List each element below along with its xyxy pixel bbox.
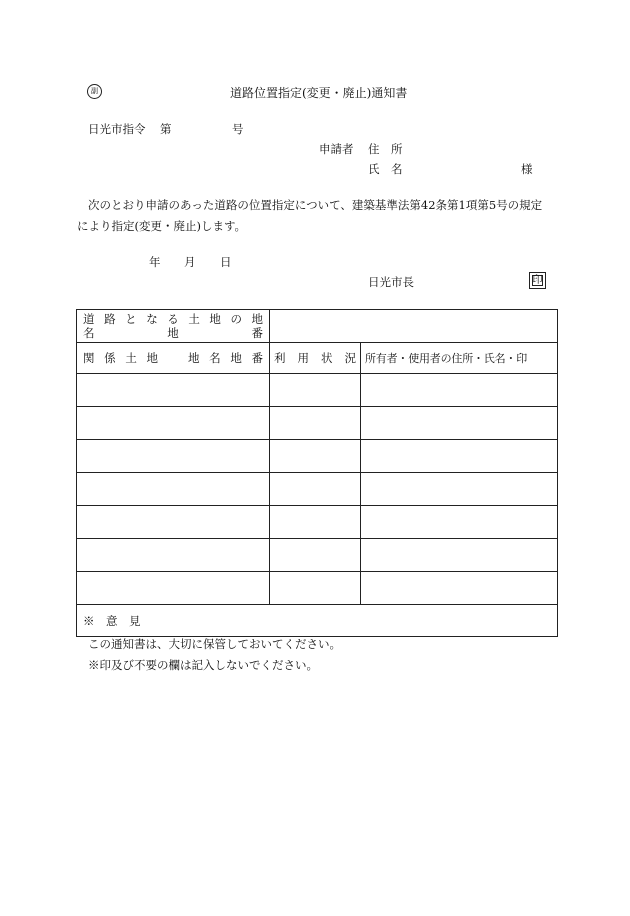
reference-go: 号: [232, 122, 244, 136]
date-month: 月: [184, 255, 196, 269]
reference-prefix: 日光市指令: [88, 122, 146, 136]
usage-cell[interactable]: [270, 374, 361, 407]
owner-cell[interactable]: [361, 473, 558, 506]
road-land-row: [77, 310, 558, 343]
table-row: [77, 572, 558, 605]
owner-cell[interactable]: [361, 572, 558, 605]
usage-cell[interactable]: [270, 440, 361, 473]
related-land-cell[interactable]: [77, 374, 270, 407]
usage-cell[interactable]: [270, 473, 361, 506]
usage-cell[interactable]: [270, 539, 361, 572]
table-row: [77, 440, 558, 473]
related-land-cell[interactable]: [77, 506, 270, 539]
usage-cell[interactable]: [270, 572, 361, 605]
table-row: [77, 539, 558, 572]
related-land-cell[interactable]: [77, 539, 270, 572]
table-row: [77, 407, 558, 440]
table-header-row: [77, 343, 558, 374]
related-land-header: 関 係 土 地: [83, 351, 158, 365]
body-line-2: により指定(変更・廃止)します。: [77, 219, 247, 233]
table-row: [77, 506, 558, 539]
duplicate-stamp-mark: 副: [87, 84, 102, 99]
date-day: 日: [220, 255, 232, 269]
usage-header: 利 用 状 況: [274, 351, 356, 365]
related-land-header-cell: [77, 343, 270, 374]
official-seal: 印: [529, 272, 546, 289]
owner-cell[interactable]: [361, 440, 558, 473]
applicant-address-label: 住 所: [368, 142, 403, 156]
note-keep-notice: この通知書は、大切に保管しておいてください。: [88, 637, 341, 651]
related-land-cell[interactable]: [77, 572, 270, 605]
lot-number-header: 地 名 地 番: [188, 351, 263, 365]
issuer-title: 日光市長: [368, 275, 414, 289]
reference-dai: 第: [160, 122, 172, 136]
owner-header: 所有者・使用者の住所・氏名・印: [361, 343, 558, 374]
road-land-label-line-2: 名 地 番: [83, 326, 263, 340]
usage-header-cell: [270, 343, 361, 374]
road-land-label-line-1: 道 路 と な る 土 地 の 地: [83, 312, 263, 326]
note-fill-instructions: ※印及び不要の欄は記入しないでください。: [88, 658, 318, 672]
related-land-cell[interactable]: [77, 440, 270, 473]
applicant-name-label: 氏 名: [368, 162, 403, 176]
opinion-row: [77, 605, 558, 637]
owner-cell[interactable]: [361, 374, 558, 407]
usage-cell[interactable]: [270, 407, 361, 440]
road-land-label-cell: [77, 310, 270, 343]
owner-cell[interactable]: [361, 539, 558, 572]
road-land-table: [76, 309, 558, 637]
body-line-1: 次のとおり申請のあった道路の位置指定について、建築基準法第42条第1項第5号の規定: [88, 198, 543, 212]
related-land-cell[interactable]: [77, 473, 270, 506]
opinion-cell[interactable]: ※ 意 見: [77, 605, 558, 637]
table-row: [77, 374, 558, 407]
document-title: 道路位置指定(変更・廃止)通知書: [230, 86, 408, 100]
related-land-cell[interactable]: [77, 407, 270, 440]
applicant-honorific: 様: [521, 162, 533, 176]
road-land-value-cell[interactable]: [270, 310, 558, 343]
owner-cell[interactable]: [361, 506, 558, 539]
date-year: 年: [149, 255, 161, 269]
table-row: [77, 473, 558, 506]
applicant-label: 申請者: [319, 142, 354, 156]
owner-cell[interactable]: [361, 407, 558, 440]
usage-cell[interactable]: [270, 506, 361, 539]
